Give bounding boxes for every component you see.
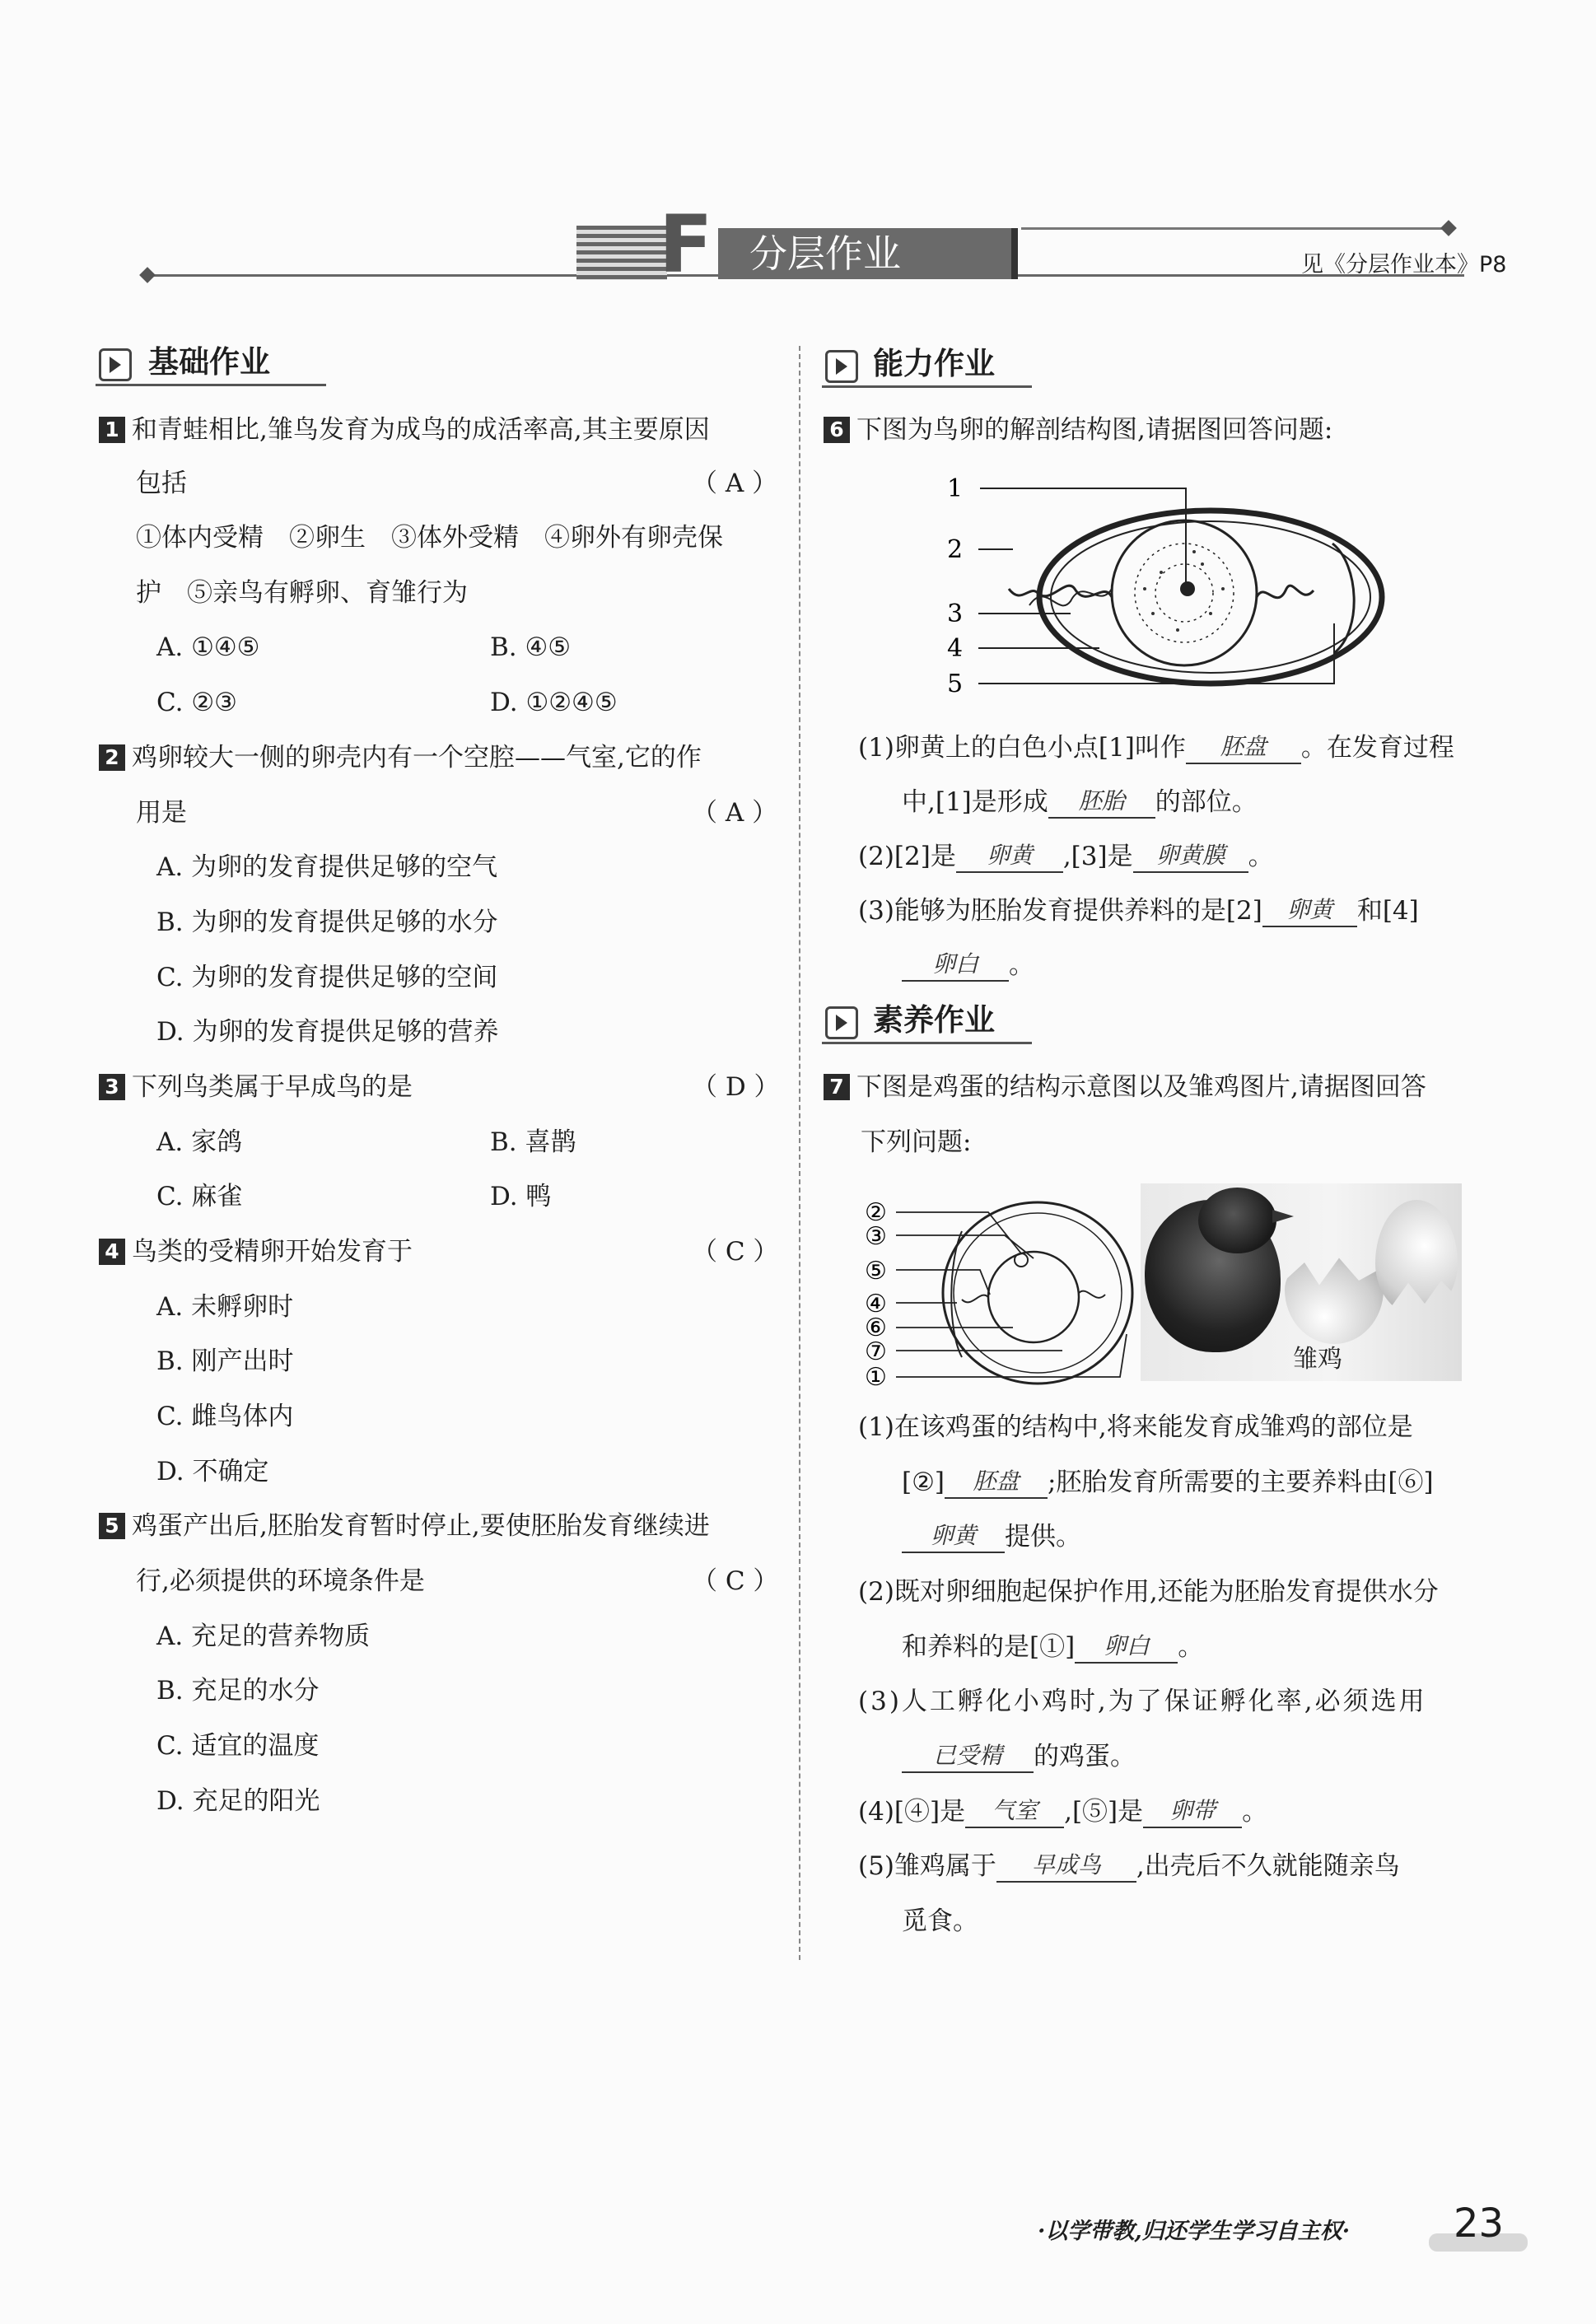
banner-title: 分层作业 <box>749 231 901 276</box>
q7-blank-6: 卵带 <box>1143 1795 1242 1828</box>
q1-option-d: D. ①②④⑤ <box>490 688 618 717</box>
q5-line2: 行,必须提供的环境条件是 <box>136 1566 425 1596</box>
column-divider <box>799 346 800 1960</box>
q7-part2-line2: 和养料的是[①] 卵白 。 <box>902 1632 1204 1662</box>
banner-end-bar <box>1011 228 1018 279</box>
q3-answer: （ D ） <box>692 1072 780 1102</box>
q7-part5-line1: (5)雏鸡属于 早成鸟 ,出壳后不久就能随亲鸟 <box>858 1851 1400 1881</box>
chicken-egg-label-5: ⑤ <box>865 1257 887 1286</box>
q7-part1-line1: (1)在该鸡蛋的结构中,将来能发育成雏鸡的部位是 <box>858 1412 1413 1442</box>
q7-line1: 7 下图是鸡蛋的结构示意图以及雏鸡图片,请据图回答 <box>824 1071 1426 1104</box>
q4-answer: （ C ） <box>692 1237 779 1267</box>
section-literacy-underline <box>822 1042 1032 1044</box>
q3-option-b: B. 喜鹊 <box>490 1127 576 1157</box>
egg-outer <box>943 1202 1132 1384</box>
chicken-egg-label-4: ④ <box>865 1290 887 1318</box>
egg-label-5: 5 <box>947 670 964 698</box>
q6-blank-2: 胚胎 <box>1048 786 1155 819</box>
q6-part2: (2)[2]是 卵黄 ,[3]是 卵黄膜 。 <box>858 842 1274 871</box>
q6-blank-4: 卵黄膜 <box>1133 840 1248 873</box>
q7-blank-5: 气室 <box>965 1795 1064 1828</box>
q1-answer: （ A ） <box>692 469 778 498</box>
q6-number: 6 <box>824 417 850 443</box>
q7-line2: 下列问题: <box>861 1127 972 1157</box>
q7-part2-line1: (2)既对卵细胞起保护作用,还能为胚胎发育提供水分 <box>858 1577 1439 1607</box>
q7-part4: (4)[④]是 气室 ,[⑤]是 卵带 。 <box>858 1797 1268 1827</box>
chicken-egg-label-1: ① <box>865 1363 887 1392</box>
q2-option-d: D. 为卵的发育提供足够的营养 <box>156 1017 499 1047</box>
q3-option-c: C. 麻雀 <box>156 1182 243 1211</box>
q1-number: 1 <box>99 417 125 443</box>
q7-part1-line3: 卵黄 提供。 <box>902 1520 1081 1553</box>
eggshell-half-left <box>1285 1253 1384 1344</box>
egg-germinal-disc <box>1015 1253 1028 1267</box>
chicken-egg-label-2: ② <box>865 1198 887 1227</box>
q5-number: 5 <box>99 1513 125 1539</box>
q1-statements-2: 护 ⑤亲鸟有孵卵、育雏行为 <box>136 578 468 608</box>
egg-label-3: 3 <box>947 600 964 628</box>
q7-blank-3: 卵白 <box>1075 1631 1178 1664</box>
q4-option-d: D. 不确定 <box>156 1457 269 1486</box>
section-basic-underline <box>96 384 326 386</box>
footer-slogan: ·以学带教,归还学生学习自主权· <box>1038 2219 1351 2244</box>
q2-option-b: B. 为卵的发育提供足够的水分 <box>156 908 498 937</box>
q7-part3-line1: (3)人工孵化小鸡时,为了保证孵化率,必须选用 <box>858 1687 1427 1716</box>
q6-blank-5: 卵黄 <box>1262 894 1357 927</box>
q7-blank-4: 已受精 <box>902 1740 1034 1773</box>
q6-part3-line2: 卵白 。 <box>902 949 1034 982</box>
germinal-disc <box>1180 581 1195 596</box>
q6-blank-3: 卵黄 <box>956 840 1063 873</box>
chick-beak <box>1272 1210 1294 1223</box>
q6-part1-line2: 中,[1]是形成 胚胎 的部位。 <box>902 787 1258 817</box>
q1-line2: 包括 <box>136 469 187 498</box>
q2-line2: 用是 <box>136 798 187 828</box>
q7-part1-line2: [②] 胚盘 ;胚胎发育所需要的主要养料由[⑥] <box>902 1468 1434 1497</box>
egg-label-2: 2 <box>947 535 964 564</box>
reference-note: 见《分层作业本》P8 <box>1301 252 1507 278</box>
section-ability-icon <box>825 350 858 383</box>
q2-line1: 2 鸡卵较大一侧的卵壳内有一个空腔——气室,它的作 <box>99 741 702 774</box>
chicken-egg-diagram <box>865 1194 1136 1400</box>
q5-option-b: B. 充足的水分 <box>156 1676 320 1706</box>
q7-blank-1: 胚盘 <box>945 1466 1048 1499</box>
q2-option-c: C. 为卵的发育提供足够的空间 <box>156 963 498 992</box>
q7-blank-7: 早成鸟 <box>996 1850 1136 1883</box>
q6-stem: 6 下图为鸟卵的解剖结构图,请据图回答问题: <box>824 413 1332 446</box>
q3-line1: 3 下列鸟类属于早成鸟的是 <box>99 1071 413 1104</box>
banner-letter-f: F <box>659 198 713 291</box>
q6-blank-6: 卵白 <box>902 949 1009 982</box>
q5-answer: （ C ） <box>692 1566 779 1596</box>
q1-statements-1: ①体内受精 ②卵生 ③体外受精 ④卵外有卵壳保 <box>136 523 723 553</box>
egg-label-1: 1 <box>947 474 964 503</box>
q4-option-b: B. 刚产出时 <box>156 1346 294 1376</box>
q6-blank-1: 胚盘 <box>1186 731 1301 764</box>
q3-option-d: D. 鸭 <box>490 1182 552 1211</box>
q7-number: 7 <box>824 1074 850 1100</box>
eggshell-half-right <box>1375 1200 1458 1315</box>
section-basic-title: 基础作业 <box>148 344 270 380</box>
egg-shell-membrane <box>1051 521 1370 673</box>
q5-option-c: C. 适宜的温度 <box>156 1731 320 1761</box>
header-top-rule <box>1021 227 1449 230</box>
q3-option-a: A. 家鸽 <box>156 1127 243 1157</box>
q4-option-c: C. 雌鸟体内 <box>156 1402 294 1431</box>
egg-label-4: 4 <box>947 634 964 663</box>
egg-chalaza-r <box>1079 1291 1105 1298</box>
q7-part3-line2: 已受精 的鸡蛋。 <box>902 1740 1136 1773</box>
q2-number: 2 <box>99 744 125 771</box>
chalaza-right <box>1257 586 1314 598</box>
q1-option-c: C. ②③ <box>156 688 237 717</box>
q2-option-a: A. 为卵的发育提供足够的空气 <box>156 852 498 882</box>
chick-photo <box>1141 1183 1462 1381</box>
chicken-egg-label-7: ⑦ <box>865 1337 887 1366</box>
header-dot-right <box>1440 220 1457 236</box>
chicken-egg-label-6: ⑥ <box>865 1314 887 1342</box>
egg-chalaza-l <box>962 1295 988 1303</box>
q1-line1: 1 和青蛙相比,雏鸟发育为成鸟的成活率高,其主要原因 <box>99 413 710 446</box>
q7-part5-line2: 觅食。 <box>902 1906 978 1936</box>
q2-answer: （ A ） <box>692 798 778 828</box>
q5-line1: 5 鸡蛋产出后,胚胎发育暂时停止,要使胚胎发育继续进 <box>99 1510 710 1542</box>
q6-part3-line1: (3)能够为胚胎发育提供养料的是[2] 卵黄 和[4] <box>858 896 1419 926</box>
section-literacy-title: 素养作业 <box>873 1002 995 1038</box>
section-literacy-icon <box>825 1006 858 1039</box>
section-basic-icon <box>99 348 132 381</box>
chick-photo-caption: 雏鸡 <box>1293 1345 1342 1374</box>
q7-blank-2: 卵黄 <box>902 1520 1005 1553</box>
q4-option-a: A. 未孵卵时 <box>156 1292 294 1322</box>
q1-option-b: B. ④⑤ <box>490 632 572 662</box>
banner-stripes <box>576 226 667 280</box>
q5-option-a: A. 充足的营养物质 <box>156 1622 371 1651</box>
egg-yolk <box>988 1252 1079 1342</box>
q1-option-a: A. ①④⑤ <box>156 632 260 662</box>
q6-part1-line1: (1)卵黄上的白色小点[1]叫作 胚盘 。在发育过程 <box>858 733 1454 763</box>
chick-head <box>1198 1188 1276 1253</box>
section-ability-underline <box>822 385 1032 388</box>
section-ability-title: 能力作业 <box>873 346 995 381</box>
q3-number: 3 <box>99 1074 125 1100</box>
page-number: 23 <box>1454 2200 1505 2247</box>
q4-line1: 4 鸟类的受精卵开始发育于 <box>99 1235 413 1268</box>
chicken-egg-label-3: ③ <box>865 1222 887 1251</box>
header-dot-left <box>139 267 156 283</box>
q4-number: 4 <box>99 1239 125 1265</box>
bird-egg-diagram <box>947 465 1392 721</box>
q5-option-d: D. 充足的阳光 <box>156 1786 320 1816</box>
